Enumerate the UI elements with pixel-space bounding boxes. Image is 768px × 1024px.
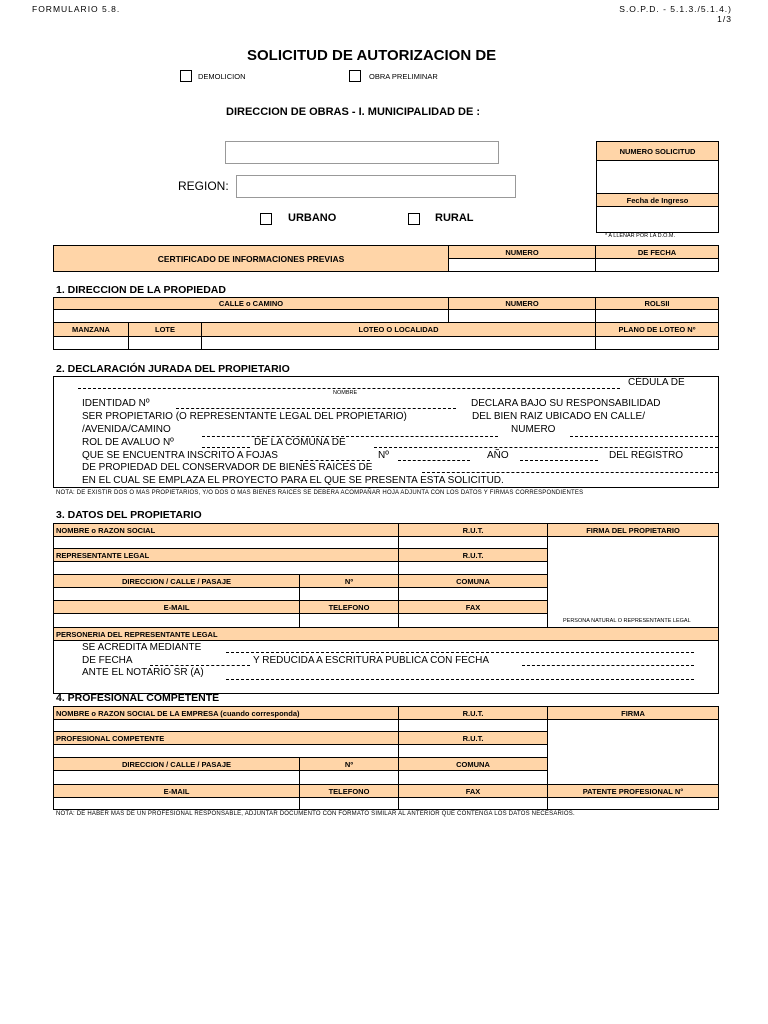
- nombre-razon-label: NOMBRE o RAZON SOCIAL: [53, 523, 399, 537]
- firma-label: FIRMA: [547, 706, 719, 720]
- numero-text: NUMERO: [511, 424, 556, 435]
- firma-profesional-field[interactable]: [547, 719, 719, 785]
- cip-numero-label: NUMERO: [448, 245, 596, 259]
- region-label: REGION:: [178, 179, 229, 193]
- cip-numero-field[interactable]: [448, 258, 596, 272]
- urbano-label: URBANO: [288, 212, 337, 224]
- patente-label: PATENTE PROFESIONAL N°: [547, 784, 719, 798]
- cip-fecha-label: DE FECHA: [595, 245, 719, 259]
- numero-label: NUMERO: [448, 297, 596, 310]
- comuna-line[interactable]: [374, 447, 718, 448]
- n-line[interactable]: [398, 460, 470, 461]
- fax-profesional-field[interactable]: [398, 797, 548, 810]
- email-field[interactable]: [53, 613, 300, 628]
- section-3-title: 3. DATOS DEL PROPIETARIO: [56, 509, 202, 521]
- demolicion-checkbox[interactable]: [180, 70, 192, 82]
- numero-solicitud-field[interactable]: [596, 160, 719, 194]
- profesional-note: NOTA: DE HABER MAS DE UN PROFESIONAL RESPONSABLE, ADJUNTAR DOCUMENTO CON FORMATO SIMILAR AL ANTERIOR QUE CONTENGA LOS DATOS NECESARIOS.: [56, 811, 575, 817]
- n-label: Nº: [299, 574, 399, 588]
- comuna-text: DE LA COMUNA DE: [254, 437, 346, 448]
- telefono-field[interactable]: [299, 613, 399, 628]
- identidad-text: IDENTIDAD Nº: [82, 398, 150, 409]
- rut-profesional-field[interactable]: [398, 744, 548, 758]
- n-text: Nº: [378, 450, 389, 461]
- lote-field[interactable]: [128, 336, 202, 350]
- fax-profesional-label: FAX: [398, 784, 548, 798]
- form-id: FORMULARIO 5.8.: [32, 4, 121, 14]
- rural-label: RURAL: [435, 212, 474, 224]
- form-code: S.O.P.D. - 5.1.3./5.1.4.): [619, 4, 732, 14]
- obra-preliminar-checkbox[interactable]: [349, 70, 361, 82]
- anio-line[interactable]: [520, 460, 598, 461]
- fecha-ingreso-label: Fecha de Ingreso: [596, 193, 719, 207]
- telefono-profesional-field[interactable]: [299, 797, 399, 810]
- rol-text: ROL DE AVALUO Nº: [82, 437, 174, 448]
- registro-text: DEL REGISTRO: [609, 450, 684, 461]
- n-field[interactable]: [299, 587, 399, 601]
- comuna-profesional-label: COMUNA: [398, 757, 548, 771]
- plano-field[interactable]: [595, 336, 719, 350]
- comuna-field[interactable]: [398, 587, 548, 601]
- profesional-field[interactable]: [53, 744, 399, 758]
- nombre-caption: NOMBRE: [333, 390, 358, 396]
- notario-line[interactable]: [226, 679, 694, 680]
- numero-line[interactable]: [570, 436, 718, 437]
- escritura-text: Y REDUCIDA A ESCRITURA PUBLICA CON FECHA: [253, 655, 489, 666]
- fojas-line[interactable]: [300, 460, 370, 461]
- demolicion-label: DEMOLICION: [198, 72, 246, 81]
- direccion-label: DIRECCION / CALLE / PASAJE: [53, 574, 300, 588]
- ser-text: SER PROPIETARIO (O REPRESENTANTE LEGAL DEL PROPIETARIO): [82, 411, 407, 422]
- fecha-text: DE FECHA: [82, 655, 133, 666]
- cedula-text: CÉDULA DE: [628, 377, 685, 388]
- comuna-profesional-field[interactable]: [398, 770, 548, 785]
- numero-field[interactable]: [448, 309, 596, 323]
- manzana-field[interactable]: [53, 336, 129, 350]
- fecha-line[interactable]: [150, 665, 250, 666]
- cip-fecha-field[interactable]: [595, 258, 719, 272]
- inscrito-text: QUE SE ENCUENTRA INSCRITO A FOJAS: [82, 450, 278, 461]
- numero-solicitud-label: NUMERO SOLICITUD: [596, 141, 719, 161]
- loteo-label: LOTEO O LOCALIDAD: [201, 322, 596, 337]
- lote-label: LOTE: [128, 322, 202, 337]
- fax-label: FAX: [398, 600, 548, 614]
- telefono-label: TELEFONO: [299, 600, 399, 614]
- persona-natural-caption: PERSONA NATURAL O REPRESENTANTE LEGAL: [563, 618, 691, 624]
- empresa-label: NOMBRE o RAZON SOCIAL DE LA EMPRESA (cuando corresponda): [53, 706, 399, 720]
- email-profesional-field[interactable]: [53, 797, 300, 810]
- notario-text: ANTE EL NOTARIO SR (A): [82, 667, 204, 678]
- dom-note: * A LLENAR POR LA D.O.M.: [605, 233, 675, 239]
- direccion-profesional-label: DIRECCION / CALLE / PASAJE: [53, 757, 300, 771]
- rut-profesional-label: R.U.T.: [398, 731, 548, 745]
- direccion-obras-label: DIRECCION DE OBRAS - I. MUNICIPALIDAD DE :: [226, 106, 481, 118]
- fax-field[interactable]: [398, 613, 548, 628]
- firma-propietario-field[interactable]: [547, 536, 719, 628]
- acredita-text: SE ACREDITA MEDIANTE: [82, 642, 202, 653]
- municipalidad-input[interactable]: [225, 141, 499, 164]
- calle-field[interactable]: [53, 309, 449, 323]
- anio-text: AÑO: [487, 450, 509, 461]
- rol-label: ROLSII: [595, 297, 719, 310]
- telefono-profesional-label: TELEFONO: [299, 784, 399, 798]
- nombre-line[interactable]: [78, 388, 620, 389]
- escritura-line[interactable]: [522, 665, 694, 666]
- patente-field[interactable]: [547, 797, 719, 810]
- rut-label: R.U.T.: [398, 523, 548, 537]
- cual-text: EN EL CUAL SE EMPLAZA EL PROYECTO PARA EL QUE SE PRESENTA ESTA SOLICITUD.: [82, 475, 504, 486]
- bien-text: DEL BIEN RAIZ UBICADO EN CALLE/: [472, 411, 646, 422]
- calle-line[interactable]: [202, 436, 498, 437]
- acredita-line[interactable]: [226, 652, 694, 653]
- conservador-text: DE PROPIEDAD DEL CONSERVADOR DE BIENES RAICES DE: [82, 462, 373, 473]
- cip-label: CERTIFICADO DE INFORMACIONES PREVIAS: [53, 245, 449, 272]
- rut-empresa-label: R.U.T.: [398, 706, 548, 720]
- firma-propietario-label: FIRMA DEL PROPIETARIO: [547, 523, 719, 537]
- loteo-field[interactable]: [201, 336, 596, 350]
- n-profesional-label: Nº: [299, 757, 399, 771]
- calle-label: CALLE o CAMINO: [53, 297, 449, 310]
- personeria-label: PERSONERIA DEL REPRESENTANTE LEGAL: [53, 627, 719, 641]
- conservador-line[interactable]: [422, 472, 718, 473]
- page-number: 1/3: [717, 14, 732, 24]
- plano-label: PLANO DE LOTEO Nº: [595, 322, 719, 337]
- section-4-title: 4. PROFESIONAL COMPETENTE: [56, 692, 220, 704]
- direccion-field[interactable]: [53, 587, 300, 601]
- comuna-label: COMUNA: [398, 574, 548, 588]
- declaracion-note: NOTA: DE EXISTIR DOS O MAS PROPIETARIOS, Y/O DOS O MAS BIENES RAICES SE DEBERA ACOMPAÑAR HOJA ADJUNTA CON LOS DATOS Y FIRMAS CORRESPONDIENTES: [56, 490, 584, 496]
- identidad-line[interactable]: [176, 408, 456, 409]
- direccion-profesional-field[interactable]: [53, 770, 300, 785]
- rut2-field[interactable]: [398, 561, 548, 575]
- rural-checkbox[interactable]: [408, 213, 420, 225]
- email-label: E-MAIL: [53, 600, 300, 614]
- avenida-text: /AVENIDA/CAMINO: [82, 424, 171, 435]
- section-1-title: 1. DIRECCION DE LA PROPIEDAD: [56, 284, 226, 296]
- page-title: SOLICITUD DE AUTORIZACION DE: [247, 47, 497, 64]
- rol-field[interactable]: [595, 309, 719, 323]
- representante-field[interactable]: [53, 561, 399, 575]
- section-2-title: 2. DECLARACIÓN JURADA DEL PROPIETARIO: [56, 363, 290, 375]
- rol-line[interactable]: [202, 447, 250, 448]
- profesional-label: PROFESIONAL COMPETENTE: [53, 731, 399, 745]
- obra-preliminar-label: OBRA PRELIMINAR: [369, 72, 438, 81]
- region-input[interactable]: [236, 175, 516, 198]
- n-profesional-field[interactable]: [299, 770, 399, 785]
- email-profesional-label: E-MAIL: [53, 784, 300, 798]
- representante-label: REPRESENTANTE LEGAL: [53, 548, 399, 562]
- declara-text: DECLARA BAJO SU RESPONSABILIDAD: [471, 398, 661, 409]
- fecha-ingreso-field[interactable]: [596, 206, 719, 233]
- rut2-label: R.U.T.: [398, 548, 548, 562]
- manzana-label: MANZANA: [53, 322, 129, 337]
- urbano-checkbox[interactable]: [260, 213, 272, 225]
